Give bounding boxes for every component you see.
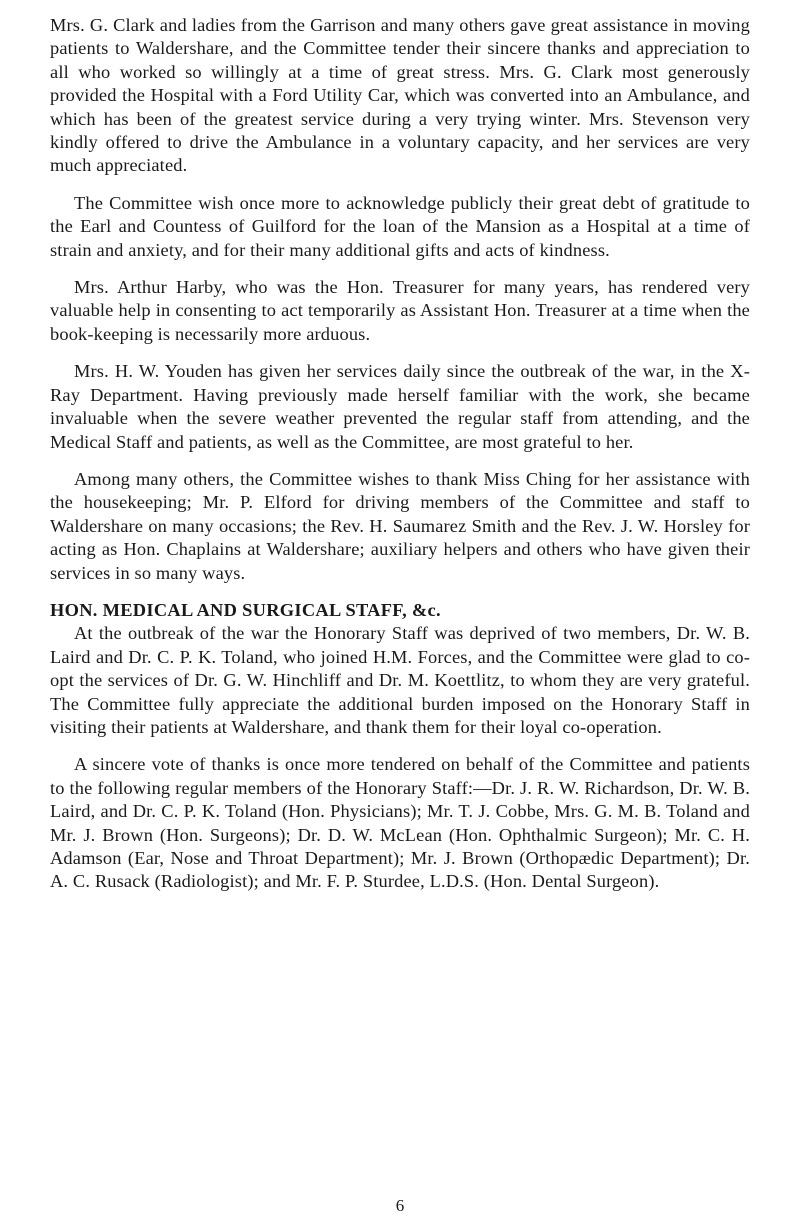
- section-heading-medical-staff: HON. MEDICAL AND SURGICAL STAFF, &c.: [50, 599, 441, 620]
- page-number: 6: [395, 1196, 405, 1215]
- paragraph-vote-of-thanks: A sincere vote of thanks is once more tendered on behalf of the Committee and patients to the following regular members of the Honorary Staff:—Dr. J. R. W. Richardson, Dr. W. B. Laird, and Dr. C. P. K. Toland (Hon. Physicians); Mr. T. J. Cobbe, Mrs. G. M. B. Toland and Mr. J. Brown (Hon. Surgeons); Dr. D. W. McLean (Hon. Ophthalmic Surgeon); Mr. C. H. Adamson (Ear, Nose and Throat Department); Mr. J. Brown (Orthopædic Department); Dr. A. C. Rusack (Radiologist); and Mr. F. P. Sturdee, L.D.S. (Hon. Dental Surgeon).: [50, 754, 750, 892]
- paragraph-treasurer: Mrs. Arthur Harby, who was the Hon. Treasurer for many years, has rendered very valuable help in consenting to act temporarily as Assistant Hon. Treasurer at a time when the book-keeping is necessarily more arduous.: [50, 277, 750, 344]
- paragraph-other-helpers: Among many others, the Committee wishes to thank Miss Ching for her assistance with the housekeeping; Mr. P. Elford for driving members of the Committee and staff to Waldershare on many occasions; the Rev. H. Saumarez Smith and the Rev. J. W. Horsley for acting as Hon. Chaplains at Waldershare; auxiliary helpers and others who have given their services in so many ways.: [50, 468, 750, 583]
- paragraph-garrison-assistance: Mrs. G. Clark and ladies from the Garrison and many others gave great assistance in moving patients to Waldershare, and the Committee tender their sincere thanks and appreciation to all who worked so willingly at a time of great stress. Mrs. G. Clark most generously provided the Hospital with a Ford Utility Car, which was converted into an Ambulance, and which has been of the greatest service during a very trying winter. Mrs. Stevenson very kindly offered to drive the Ambulance in a voluntary capacity, and her services are very much appreciated.: [50, 15, 750, 176]
- document-page: [50, 14, 750, 908]
- paragraph-honorary-staff-outbreak: At the outbreak of the war the Honorary Staff was deprived of two members, Dr. W. B. Laird and Dr. C. P. K. Toland, who joined H.M. Forces, and the Committee were glad to co-opt the services of Dr. G. W. Hinchliff and Dr. M. Koettlitz, to whom they are very grateful. The Committee fully appreciate the additional burden imposed on the Honorary Staff in visiting their patients at Waldershare, and thank them for their loyal co-operation.: [50, 623, 750, 737]
- paragraph-earl-countess-thanks: The Committee wish once more to acknowledge publicly their great debt of gratitude to the Earl and Countess of Guilford for the loan of the Mansion as a Hospital at a time of strain and anxiety, and for their many additional gifts and acts of kindness.: [50, 192, 750, 260]
- paragraph-xray-department: Mrs. H. W. Youden has given her services daily since the outbreak of the war, in the X-Ray Department. Having previously made herself familiar with the work, she became invaluable when the severe weather prevented the regular staff from attending, and the Medical Staff and patients, as well as the Committee, are most grateful to her.: [50, 361, 750, 452]
